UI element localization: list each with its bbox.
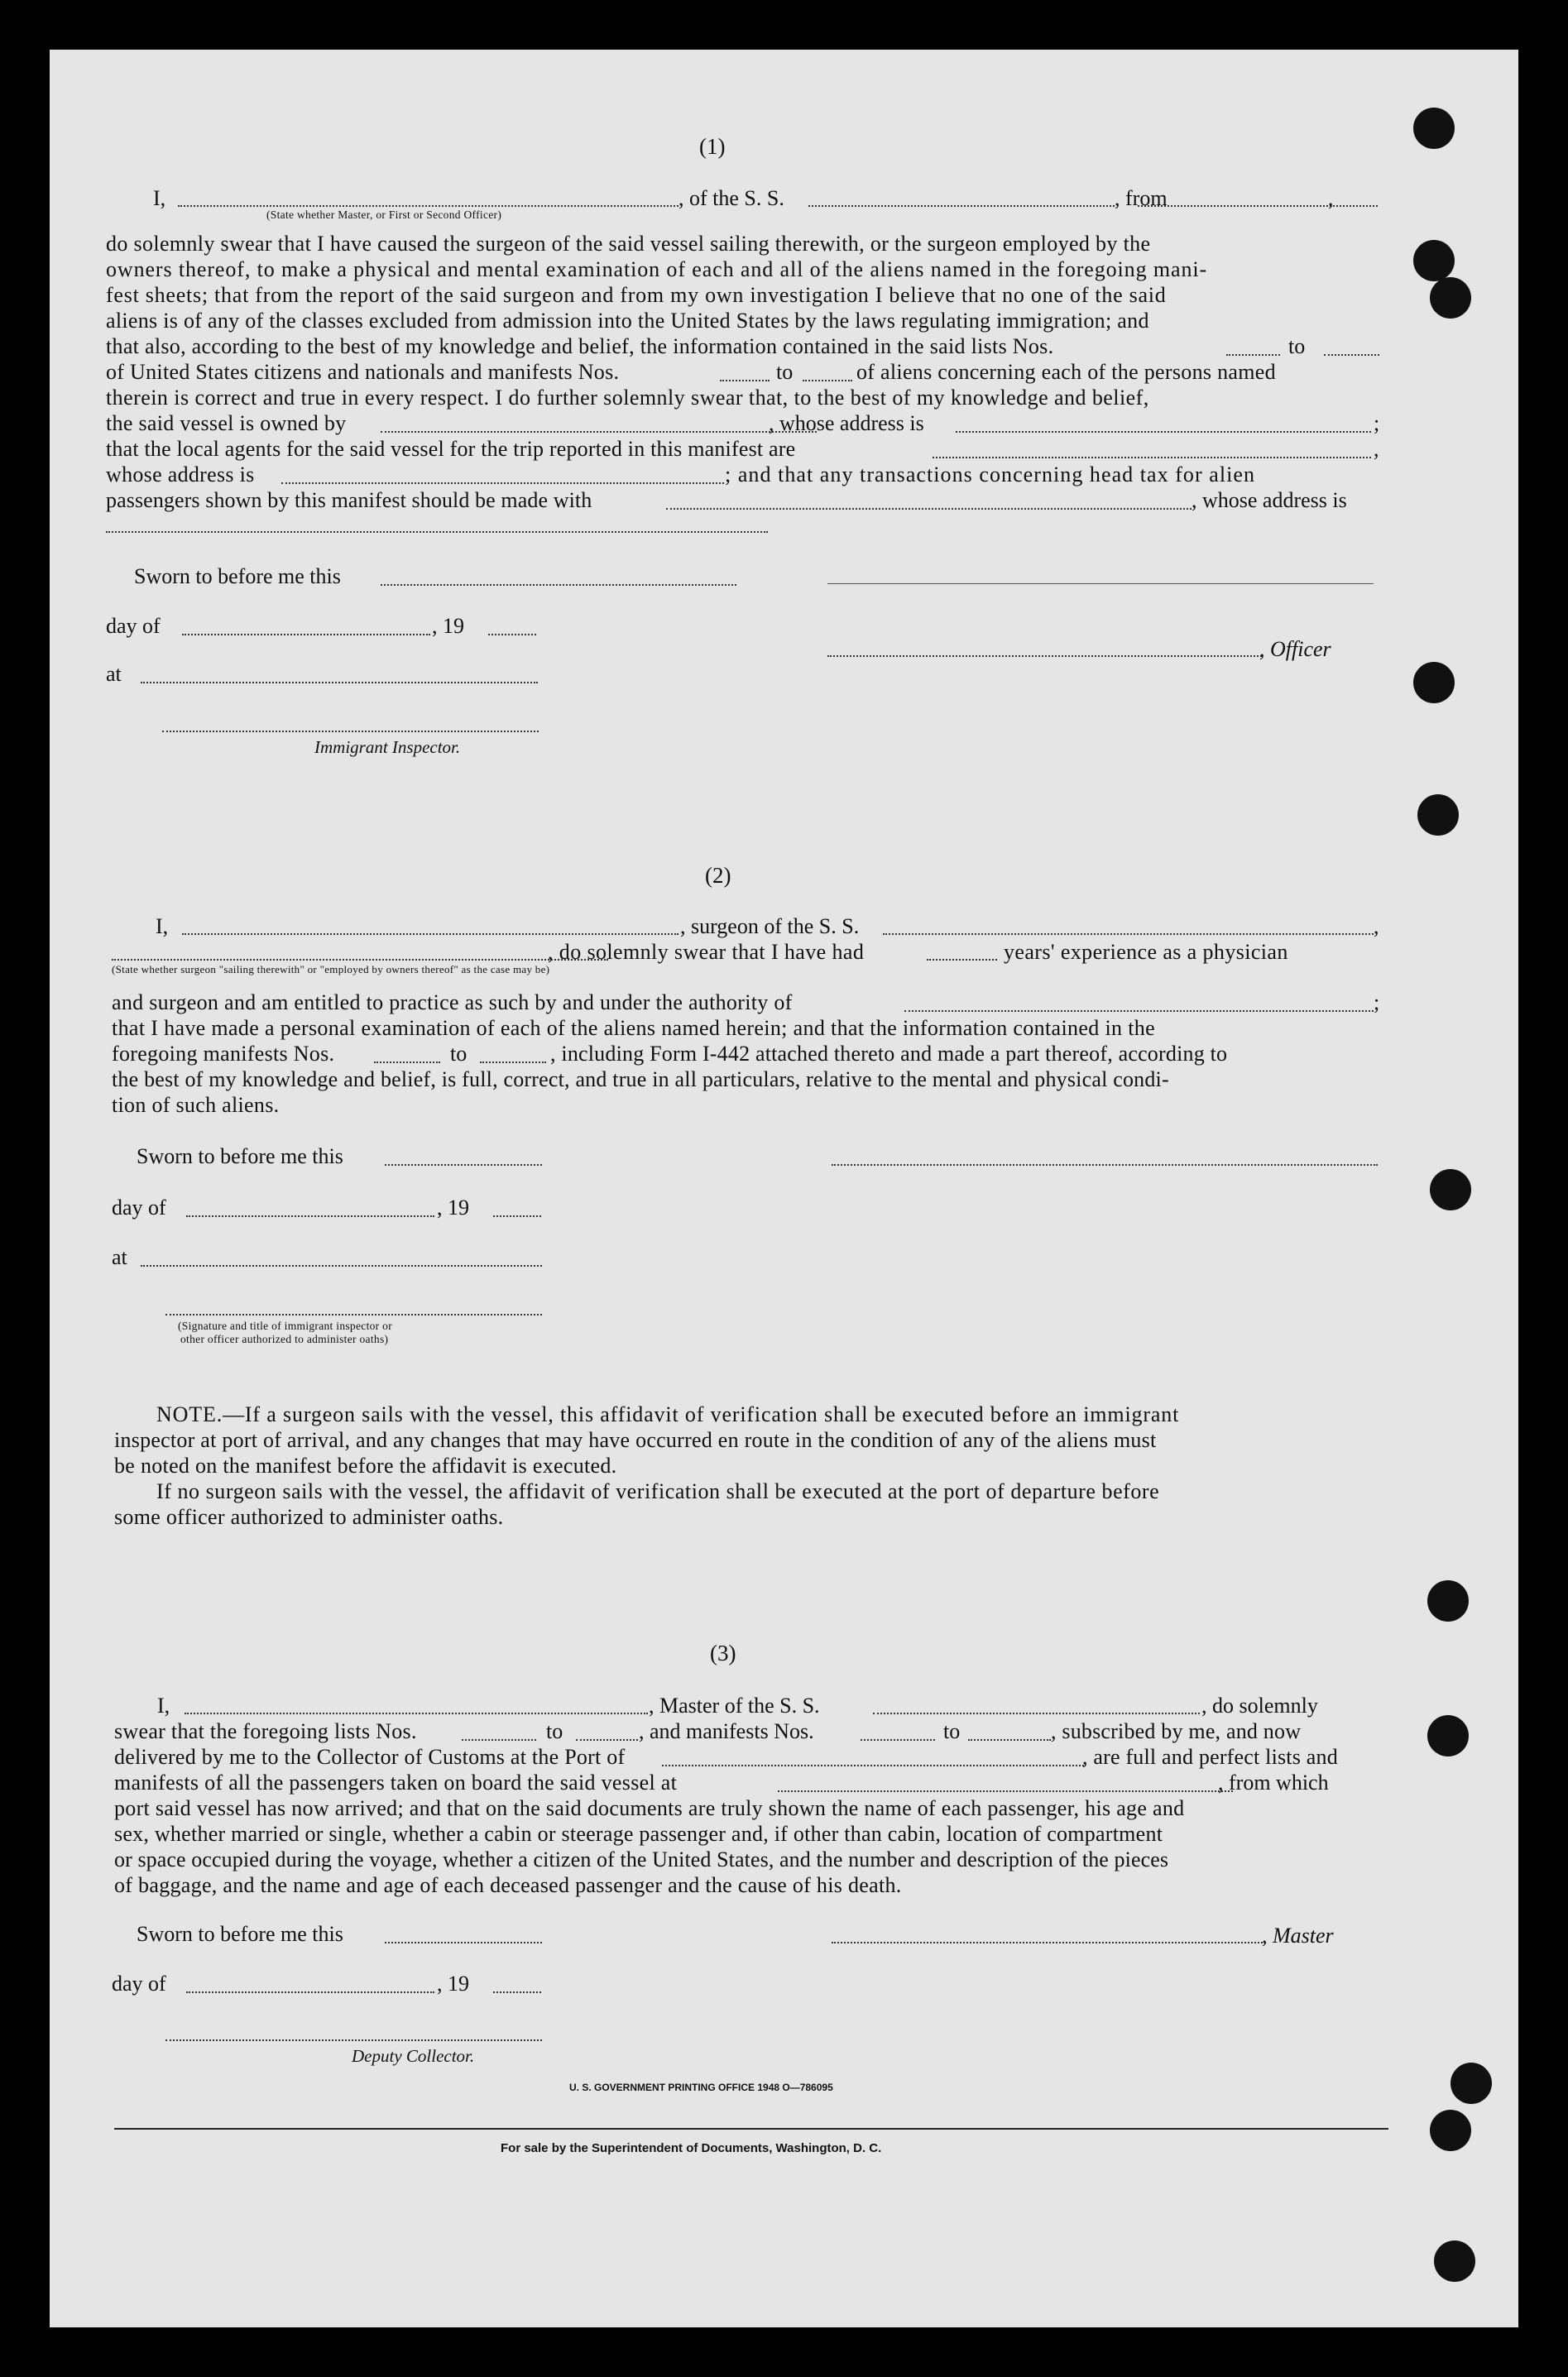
section-number: (1) [699,134,726,159]
agents-address-blank[interactable] [281,482,724,484]
do-solemnly-text: , do solemnly swear that I have had [548,940,865,964]
punch-hole [1434,2240,1475,2282]
owner-address-blank[interactable] [956,431,1371,433]
sworn-label: Sworn to before me this [137,1922,343,1946]
lists-from-blank[interactable] [462,1739,536,1741]
boarding-port-blank[interactable] [778,1790,1233,1792]
lists-to-blank[interactable] [576,1739,638,1741]
note-paragraph: If no surgeon sails with the vessel, the affidavit of verification shall be executed at the port of departure before [156,1479,1160,1503]
from-label: , from [1115,186,1168,210]
manifests-to-blank[interactable] [803,380,852,381]
place-blank[interactable] [141,1265,542,1267]
day-of-label: day of [106,614,161,638]
departure-port-blank[interactable] [1138,205,1378,207]
year-blank[interactable] [488,634,536,635]
years-text: years' experience as a physician [1004,940,1288,964]
oath-line: or space occupied during the voyage, whether a citizen of the United States, and the number and description of the pieces [114,1847,1169,1871]
line-end-comma: , [1374,914,1379,938]
oath-line: tion of such aliens. [112,1093,280,1117]
year-blank[interactable] [493,1991,541,1993]
vessel-name-blank[interactable] [808,205,1115,207]
oath-line: foregoing manifests Nos. [112,1042,335,1066]
oath-line: passengers shown by this manifest should be made with [106,488,592,512]
lists-from-blank[interactable] [1226,354,1280,356]
year-label: , 19 [437,1972,469,1996]
transactions-text: ; and that any transactions concerning head tax for alien [725,462,1256,486]
manifests-from-blank[interactable] [374,1062,440,1063]
head-tax-contact-blank[interactable] [666,508,1192,510]
manifests-from-blank[interactable] [861,1739,935,1741]
oath-line: sex, whether married or single, whether a cabin or steerage passenger and, if other than cabin, location of compartment [114,1822,1163,1846]
punch-hole [1451,2063,1492,2104]
surgeon-of-label: , surgeon of the S. S. [680,914,860,938]
punch-hole [1430,2110,1471,2151]
surgeon-status-note: (State whether surgeon "sailing therewith" or "employed by owners thereof" as the case may be) [112,963,550,975]
master-signature-blank[interactable] [832,1942,1266,1943]
note-paragraph: inspector at port of arrival, and any changes that may have occurred en route in the condition of any of the aliens must [114,1428,1157,1452]
surgeon-name-blank[interactable] [182,933,679,935]
oath-line: and surgeon and am entitled to practice as such by and under the authority of [112,990,793,1014]
note-paragraph: NOTE.—If a surgeon sails with the vessel, this affidavit of verification shall be executed before an immigrant [156,1402,1180,1426]
day-of-label: day of [112,1972,166,1996]
oath-line: therein is correct and true in every respect. I do further solemnly swear that, to the best of my knowledge and belief, [106,386,1149,410]
sworn-date-blank[interactable] [385,1164,542,1166]
punch-hole [1430,277,1471,319]
to-label: to [943,1719,961,1743]
sworn-label: Sworn to before me this [134,564,341,588]
punch-hole [1413,662,1455,703]
surgeon-label: I, [156,914,169,938]
manifests-to-blank[interactable] [480,1062,546,1063]
printing-office-imprint: U. S. GOVERNMENT PRINTING OFFICE 1948 O—786095 [569,2082,833,2093]
master-signature-label [1262,1924,1334,1948]
line-end-semicolon: ; [1374,411,1380,435]
oath-line: that the local agents for the said vessel for the trip reported in this manifest are [106,437,796,461]
year-blank[interactable] [493,1215,541,1217]
subscribed-text: , subscribed by me, and now [1051,1719,1302,1743]
signature-note: (Signature and title of immigrant inspector or [178,1320,392,1332]
note-paragraph: some officer authorized to administer oaths. [114,1505,504,1529]
oath-line: manifests of all the passengers taken on board the said vessel at [114,1771,678,1795]
for-sale-notice: For sale by the Superintendent of Documents, Washington, D. C. [501,2141,882,2155]
manifests-from-blank[interactable] [720,380,770,381]
of-aliens-text: of aliens concerning each of the persons named [856,360,1276,384]
year-label: , 19 [432,614,464,638]
oath-line: that also, according to the best of my knowledge and belief, the information contained in the said lists Nos. [106,334,1054,358]
and-manifests-text: , and manifests Nos. [639,1719,814,1743]
footer-rule [114,2128,1388,2130]
owner-blank[interactable] [381,431,817,433]
master-title: , Master [1262,1924,1334,1948]
sworn-date-blank[interactable] [385,1942,542,1943]
place-blank[interactable] [141,682,538,683]
sworn-label: Sworn to before me this [137,1144,343,1168]
officer-signature-blank[interactable] [827,655,1262,657]
to-label: to [546,1719,563,1743]
oath-line: do solemnly swear that I have caused the surgeon of the said vessel sailing therewith, or the surgeon employed by the [106,232,1151,256]
officer-rank-note: (State whether Master, or First or Second Officer) [266,208,502,221]
punch-hole [1430,1169,1471,1210]
local-agents-blank[interactable] [933,457,1371,458]
declarant-name-blank[interactable] [178,205,679,207]
section-number: (2) [705,863,731,888]
signature-note: other officer authorized to administer oaths) [180,1333,389,1345]
inspector-signature-blank[interactable] [162,731,539,732]
affidavit-form-sheet [50,50,1518,2327]
lists-to-blank[interactable] [1324,354,1379,356]
inspector-signature-blank[interactable] [165,1314,542,1315]
vessel-name-blank[interactable] [873,1713,1200,1714]
oath-line: that I have made a personal examination of each of the aliens named herein; and that the information contained in the [112,1016,1156,1040]
note-paragraph: be noted on the manifest before the affidavit is executed. [114,1454,617,1478]
oath-line: aliens is of any of the classes excluded from admission into the United States by the laws regulating immigration; and [106,309,1149,333]
vessel-name-blank[interactable] [883,933,1374,935]
to-label: to [776,360,794,384]
of-ss-label: , of the S. S. [679,186,784,210]
officer-label [1259,637,1331,662]
surgeon-signature-blank[interactable] [832,1164,1378,1166]
customs-port-blank[interactable] [662,1765,1084,1766]
from-which-text: , from which [1218,1771,1329,1795]
year-label: , 19 [437,1196,469,1220]
authority-blank[interactable] [904,1010,1374,1012]
line-end-comma: , [1374,437,1379,461]
declarant-label: I, [153,186,166,210]
do-solemnly-text: , do solemnly [1201,1694,1318,1718]
inspector-title: Immigrant Inspector. [314,737,461,757]
deputy-collector-signature-blank[interactable] [165,2039,542,2041]
to-label: to [450,1042,468,1066]
month-blank[interactable] [186,1991,434,1993]
manifests-to-blank[interactable] [968,1739,1051,1741]
are-full-text: , are full and perfect lists and [1082,1745,1338,1769]
punch-hole [1417,794,1459,836]
whose-address-label: , whose address is [1192,488,1347,512]
month-blank[interactable] [182,634,430,635]
punch-hole [1427,1715,1469,1756]
oath-line: the said vessel is owned by [106,411,347,435]
oath-line: of United States citizens and nationals and manifests Nos. [106,360,620,384]
oath-line: fest sheets; that from the report of the said surgeon and from my own investigation I believe that no one of the said [106,283,1167,307]
oath-line: the best of my knowledge and belief, is full, correct, and true in all particulars, relative to the mental and physical condi- [112,1067,1169,1091]
surgeon-status-blank[interactable] [112,959,608,961]
month-blank[interactable] [186,1215,434,1217]
deputy-collector-title: Deputy Collector. [352,2046,475,2066]
sworn-date-blank[interactable] [381,584,736,586]
to-label: to [1288,334,1306,358]
punch-hole [1413,240,1455,281]
officer-title: , Officer [1259,637,1331,661]
day-of-label: day of [112,1196,166,1220]
punch-hole [1427,1580,1469,1622]
master-of-label: , Master of the S. S. [649,1694,820,1718]
line-end-semicolon: ; [1374,990,1380,1014]
years-experience-blank[interactable] [927,959,997,961]
at-label: at [112,1245,127,1269]
oath-line: owners thereof, to make a physical and mental examination of each and all of the aliens named in the foregoing mani- [106,257,1208,281]
head-tax-address-blank[interactable] [106,531,768,533]
oath-line: delivered by me to the Collector of Customs at the Port of [114,1745,626,1769]
oath-line: swear that the foregoing lists Nos. [114,1719,417,1743]
oath-line: of baggage, and the name and age of each deceased passenger and the cause of his death. [114,1873,902,1897]
master-name-blank[interactable] [185,1713,648,1714]
oath-line: whose address is [106,462,255,486]
section-number: (3) [710,1641,736,1665]
affiant-signature-line[interactable] [827,583,1374,584]
including-text: , including Form I-442 attached thereto and made a part thereof, according to [550,1042,1228,1066]
whose-address-label: , whose address is [769,411,924,435]
oath-line: port said vessel has now arrived; and that on the said documents are truly shown the name of each passenger, his age and [114,1796,1185,1820]
punch-hole [1413,108,1455,149]
master-label: I, [157,1694,170,1718]
at-label: at [106,662,122,686]
line-end-comma: , [1328,186,1334,210]
